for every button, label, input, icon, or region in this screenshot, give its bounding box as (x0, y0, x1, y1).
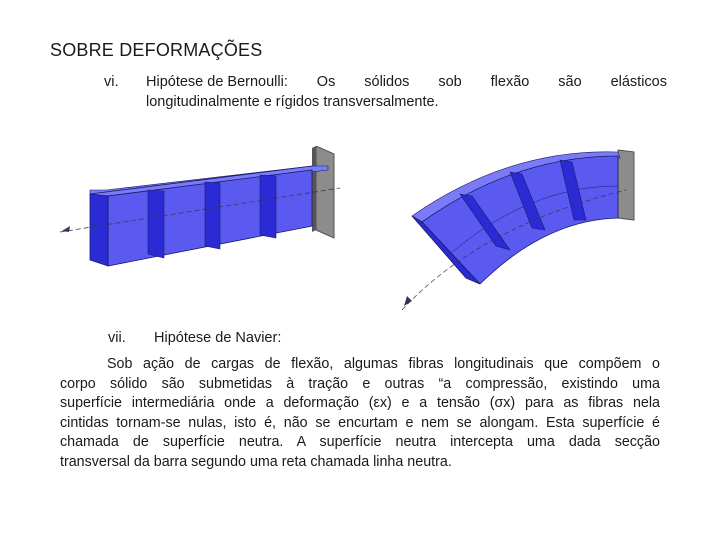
straight-section-3 (205, 182, 220, 249)
paragraph-line: cintidas tornam-se nulas, isto é, não se encurtam e nem se alongam. Esta superfície é (60, 414, 660, 431)
item-numeral-vi: vi. (104, 74, 119, 90)
bernoulli-term (146, 72, 288, 92)
word: elásticos (610, 74, 667, 90)
beam-bending-figure (40, 146, 700, 324)
bernoulli-term-label: Hipótese de Bernoulli (146, 74, 284, 90)
navier-hypothesis-title: Hipótese de Navier: (154, 330, 282, 346)
straight-beam (60, 146, 340, 266)
slide-title: SOBRE DEFORMAÇÕES (50, 40, 263, 60)
straight-section-end (90, 194, 108, 266)
word: flexão (490, 74, 530, 90)
straight-section-2 (148, 190, 164, 258)
navier-paragraph (60, 355, 660, 472)
word: sólidos (364, 74, 410, 90)
bernoulli-colon: : (283, 74, 288, 90)
paragraph-line: transversal da barra segundo uma reta chamada linha neutra. (60, 453, 452, 470)
bernoulli-hypothesis-text (146, 72, 667, 112)
paragraph-line: superfície intermediária onde a deformação (εx) e a tensão (σx) para as fibras nela (60, 395, 660, 411)
paragraph-line: Sob ação de cargas de flexão, algumas fibras longitudinais que compõem o (107, 356, 660, 372)
paragraph-line: chamada de superfície neutra. A superfície neutra intercepta uma dada secção (60, 434, 660, 450)
bent-wall-support (618, 150, 634, 220)
paragraph-line: corpo sólido são submetidas à tração e outras “a compressão, existindo uma (60, 375, 660, 392)
word: são (558, 74, 582, 90)
bent-beam (402, 150, 634, 310)
word: Os (316, 74, 336, 90)
item-numeral-vii: vii. (108, 330, 126, 346)
bent-axis-arrow (404, 296, 412, 306)
wall-support (316, 146, 334, 238)
wall-support-edge (312, 146, 316, 232)
bernoulli-line-2: longitudinalmente e rígidos transversalmente. (146, 94, 439, 110)
axis-arrow (62, 226, 70, 232)
straight-section-4 (260, 175, 276, 238)
word: sob (438, 74, 462, 90)
